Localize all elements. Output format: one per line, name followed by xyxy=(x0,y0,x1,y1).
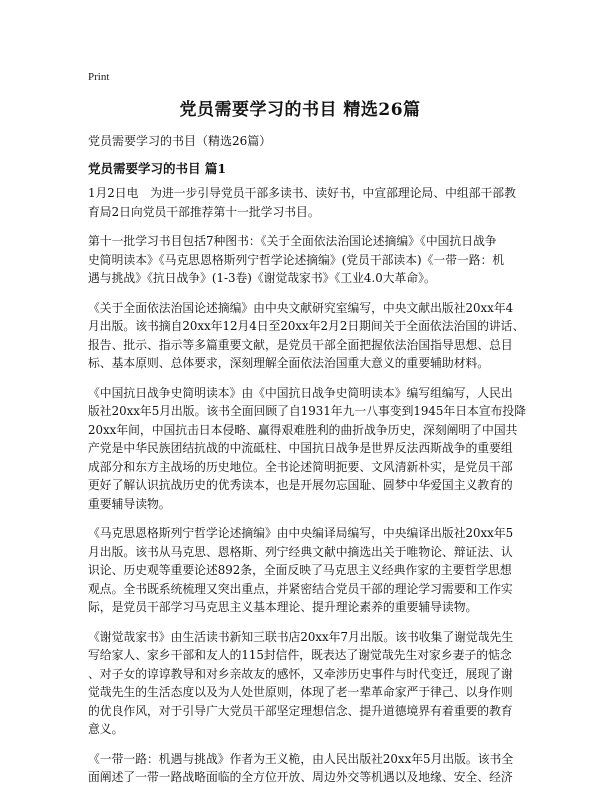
paragraph-line: 遇与挑战》《抗日战争》(1-3卷)《谢觉哉家书》《工业4.0大革命》。 xyxy=(88,271,436,285)
paragraph-line: 史简明读本》《马克思恩格斯列宁哲学论述摘编》(党员干部读本)《一带一路：机 xyxy=(88,252,505,267)
paragraph-line: 更好了解认识抗战历史的优秀读本，也是开展勿忘国耻、圆梦中华爱国主义教育的 xyxy=(88,478,513,492)
paragraph-line: 、对子女的谆谆教导和对乡亲故友的感怀，又牵涉历史事件与时代变迁，展现了谢 xyxy=(88,666,513,681)
paragraph-line: 的优良作风，对于引导广大党员干部坚定理想信念、提升道德境界有着重要的教育 xyxy=(88,703,513,718)
paragraph-line: 育局2日向党员干部推荐第十一批学习书目。 xyxy=(88,204,320,219)
paragraph-7 xyxy=(88,750,518,787)
paragraph-line: 《关于全面依法治国论述摘编》由中央文献研究室编写，中央文献出版社20xx年4 xyxy=(88,300,514,315)
paragraph-line: 觉哉先生的生活态度以及为人处世原则，体现了老一辈革命家严于律己、以身作则 xyxy=(88,685,513,699)
paragraph-4 xyxy=(88,384,526,514)
print-link[interactable]: Print xyxy=(88,71,110,83)
paragraph-line: 《谢觉哉家书》由生活读书新知三联书店20xx年7月出版。该书收集了谢觉哉先生 xyxy=(88,629,514,644)
paragraph-line: 版社20xx年5月出版。该书全面回顾了自1931年九一八事变到1945年日本宣布投降 xyxy=(88,404,526,418)
paragraph-line: 20xx年间，中国抗击日本侵略、赢得艰难胜利的曲折战争历史，深刻阐明了中国共 xyxy=(88,422,518,437)
paragraph-line: 《马克思恩格斯列宁哲学论述摘编》由中央编译局编写，中央编译出版社20xx年5 xyxy=(88,526,514,540)
paragraph-2 xyxy=(88,232,518,288)
paragraph-line: 成部分和东方主战场的历史地位。全书论述简明扼要、文风清新朴实，是党员干部 xyxy=(88,459,513,474)
paragraph-line: 《中国抗日战争史简明读本》由《中国抗日战争史简明读本》编写组编写，人民出 xyxy=(88,385,513,400)
document-subtitle: 党员需要学习的书目（精选26篇） xyxy=(88,134,272,148)
paragraph-6 xyxy=(88,628,518,739)
paragraph-line: 意义。 xyxy=(88,722,124,736)
paragraph-line: 报告、批示、指示等多篇重要文献，是党员干部全面把握依法治国指导思想、总目 xyxy=(88,337,513,352)
paragraph-line: 写给家人、家乡干部和友人的115封信件，既表达了谢觉哉先生对家乡妻子的惦念 xyxy=(88,648,512,662)
paragraph-line: 识论、历史观等重要论述892条，全面反映了马克思主义经典作家的主要哲学思想 xyxy=(88,563,512,577)
paragraph-5 xyxy=(88,524,518,617)
document-body xyxy=(88,184,526,798)
paragraph-line: 《一带一路：机遇与挑战》作者为王义桅，由人民出版社20xx年5月出版。该书全 xyxy=(88,751,514,766)
paragraph-line: 观点。全书既系统梳理又突出重点，并紧密结合党员干部的理论学习需要和工作实 xyxy=(88,581,513,596)
section-heading: 党员需要学习的书目 篇1 xyxy=(88,161,227,176)
paragraph-1 xyxy=(88,184,518,221)
page-title: 党员需要学习的书目 精选26篇 xyxy=(179,100,421,120)
paragraph-line: 产党是中华民族团结抗战的中流砥柱、中国抗日战争是世界反法西斯战争的重要组 xyxy=(88,441,513,455)
paragraph-line: 重要辅导读物。 xyxy=(88,496,171,511)
paragraph-line: 标、基本原则、总体要求，深刻理解全面依法治国重大意义的重要辅助材料。 xyxy=(88,356,490,370)
paragraph-line: 面阐述了一带一路战略面临的全方位开放、周边外交等机遇以及地缘、安全、经济 xyxy=(88,770,513,784)
paragraph-line: 月出版。该书摘自20xx年12月4日至20xx年2月2日期间关于全面依法治国的讲话、 xyxy=(88,319,525,333)
paragraph-line: 月出版。该书从马克思、恩格斯、列宁经典文献中摘选出关于唯物论、辩证法、认 xyxy=(88,544,513,559)
paragraph-line: 第十一批学习书目包括7种图书：《关于全面依法治国论述摘编》《中国抗日战争 xyxy=(88,234,497,248)
paragraph-3 xyxy=(88,299,525,373)
paragraph-line: 1月2日电 为进一步引导党员干部多读书、读好书，中宣部理论局、中组部干部教 xyxy=(88,186,516,200)
paragraph-line: 际，是党员干部学习马克思主义基本理论、提升理论素养的重要辅导读物。 xyxy=(88,600,478,614)
